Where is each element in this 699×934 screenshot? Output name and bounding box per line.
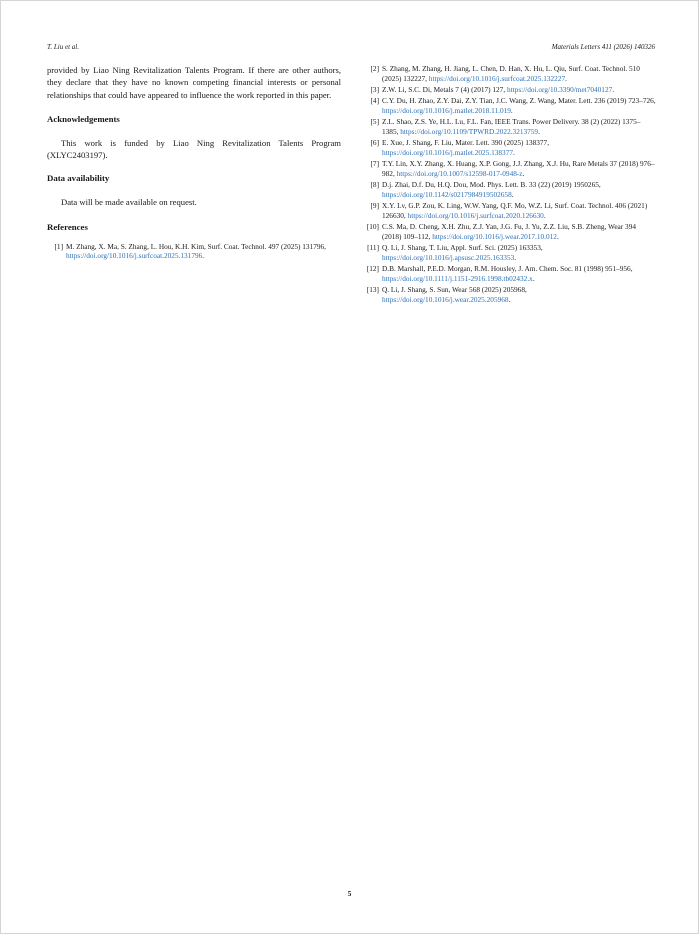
- reference-item: [363, 64, 656, 83]
- reference-item: [363, 85, 656, 95]
- doi-link[interactable]: https://doi.org/10.1016/j.surfcoat.2020.126630: [407, 211, 544, 220]
- running-header-journal: Materials Letters 411 (2026) 140326: [551, 43, 655, 51]
- reference-text: S. Zhang, M. Zhang, H. Jiang, L. Chen, D. Han, X. Hu, L. Qiu, Surf. Coat. Technol. 510 (2025) 132227, https://doi.org/10.1016/j.surfcoat.2025.132227.: [382, 64, 640, 83]
- reference-text: Q. Li, J. Shang, T. Liu, Appl. Surf. Sci. (2025) 163353, https://doi.org/10.1016/j.apsusc.2025.163353.: [382, 243, 543, 262]
- reference-number: [9]: [370, 201, 379, 211]
- reference-number: [6]: [370, 138, 379, 148]
- reference-item: [47, 242, 341, 261]
- doi-link[interactable]: https://doi.org/10.1142/s0217984919502658: [382, 190, 512, 199]
- doi-link[interactable]: https://doi.org/10.1016/j.surfcoat.2025.132227: [428, 73, 566, 83]
- doi-link[interactable]: https://doi.org/10.3390/met7040127: [506, 85, 613, 94]
- reference-text: M. Zhang, X. Ma, S. Zhang, L. Hou, K.H. Kim, Surf. Coat. Technol. 497 (2025) 131796, https://doi.org/10.1016/j.surfcoat.2025.131796.: [66, 241, 326, 261]
- doi-link[interactable]: https://doi.org/10.1016/j.wear.2025.205968: [382, 295, 509, 304]
- reference-number: [3]: [370, 85, 379, 94]
- doi-link[interactable]: https://doi.org/10.1007/s12598-017-0948-z: [396, 169, 523, 178]
- reference-number: [8]: [370, 180, 379, 190]
- reference-item: [363, 285, 656, 304]
- reference-number: [2]: [370, 64, 379, 73]
- data-availability-text: Data will be made available on request.: [61, 197, 197, 208]
- doi-link[interactable]: https://doi.org/10.1109/TPWRD.2022.3213759: [400, 127, 539, 136]
- reference-text: D.B. Marshall, P.E.D. Morgan, R.M. Housley, J. Am. Chem. Soc. 81 (1998) 951–956, https://doi.org/10.1111/j.1151-2916.1998.tb02432.x.: [382, 264, 633, 283]
- doi-link[interactable]: https://doi.org/10.1111/j.1151-2916.1998.tb02432.x: [382, 274, 533, 283]
- reference-number: [13]: [366, 285, 379, 295]
- reference-item: [363, 222, 656, 241]
- running-header-author: T. Liu et al.: [47, 43, 79, 51]
- reference-text: D.j. Zhai, D.f. Du, H.Q. Dou, Mod. Phys. Lett. B. 33 (22) (2019) 1950265, https://doi.org/10.1142/s0217984919502658.: [382, 180, 601, 199]
- reference-number: [4]: [370, 96, 379, 106]
- doi-link[interactable]: https://doi.org/10.1016/j.surfcoat.2025.131796: [66, 251, 203, 261]
- doi-link[interactable]: https://doi.org/10.1016/j.matlet.2025.138377: [382, 148, 514, 157]
- acknowledgements-text: This work is funded by Liao Ning Revitalization Talents Program (XLYC2403197).: [47, 137, 341, 161]
- reference-item: [363, 117, 656, 136]
- reference-number: [7]: [370, 159, 379, 169]
- reference-number: [12]: [366, 264, 379, 274]
- page-number: 5: [347, 889, 352, 898]
- reference-number: [1]: [54, 241, 63, 251]
- reference-text: X.Y. Lv, G.P. Zou, K. Ling, W.W. Yang, Q.F. Mo, W.Z. Li, Surf. Coat. Technol. 406 (2021) 126630, https://doi.org/10.1016/j.surfcoat.2020.126630.: [382, 201, 648, 220]
- doi-link[interactable]: https://doi.org/10.1016/j.wear.2017.10.012: [432, 232, 557, 241]
- reference-text: C.S. Ma, D. Cheng, X.H. Zhu, Z.J. Yan, J.G. Fu, J. Yu, Z.Z. Liu, S.B. Zheng, Wear 394 (2018) 109–112, https://doi.org/10.1016/j.wear.2017.10.012.: [382, 222, 636, 241]
- right-column: [363, 64, 656, 306]
- reference-number: [10]: [366, 222, 379, 232]
- reference-item: [363, 138, 656, 157]
- reference-number: [11]: [367, 243, 379, 253]
- reference-text: Z.W. Li, S.C. Di, Metals 7 (4) (2017) 127, https://doi.org/10.3390/met7040127.: [382, 85, 615, 94]
- reference-text: E. Xue, J. Shang, F. Liu, Mater. Lett. 390 (2025) 138377, https://doi.org/10.1016/j.matlet.2025.138377.: [382, 138, 550, 157]
- reference-item: [363, 243, 656, 262]
- data-availability-heading: Data availability: [47, 173, 110, 184]
- reference-item: [363, 159, 656, 178]
- reference-item: [363, 201, 656, 220]
- reference-text: T.Y. Lin, X.Y. Zhang, X. Huang, X.P. Gong, J.J. Zhang, X.J. Hu, Rare Metals 37 (2018) 976–982, https://doi.org/10.1007/s12598-017-0948-z.: [382, 159, 655, 178]
- left-column: [47, 64, 341, 263]
- reference-item: [363, 180, 656, 199]
- reference-number: [5]: [370, 117, 379, 127]
- references-heading: References: [47, 221, 88, 232]
- reference-item: [363, 264, 656, 283]
- doi-link[interactable]: https://doi.org/10.1016/j.apsusc.2025.163353: [382, 253, 515, 262]
- doi-link[interactable]: https://doi.org/10.1016/j.matlet.2018.11.019: [382, 106, 511, 115]
- reference-text: Q. Li, J. Shang, S. Sun, Wear 568 (2025) 205968, https://doi.org/10.1016/j.wear.2025.205968.: [382, 285, 527, 304]
- reference-item: [363, 96, 656, 115]
- reference-text: Z.L. Shao, Z.S. Ye, H.L. Lu, F.L. Fan, IEEE Trans. Power Delivery. 38 (2) (2022) 1375–1385, https://doi.org/10.1109/TPWRD.2022.3213759.: [382, 117, 641, 136]
- intro-paragraph: provided by Liao Ning Revitalization Talents Program. If there are other authors, they declare that they have no known competing financial interests or personal relationships that could have appeared to influence the work reported in this paper.: [47, 65, 341, 100]
- reference-text: C.Y. Du, H. Zhao, Z.Y. Dai, Z.Y. Tian, J.C. Wang, Z. Wang, Mater. Lett. 236 (2019) 723–726, https://doi.org/10.1016/j.matlet.2018.11.019.: [382, 96, 656, 115]
- acknowledgements-heading: Acknowledgements: [47, 113, 120, 124]
